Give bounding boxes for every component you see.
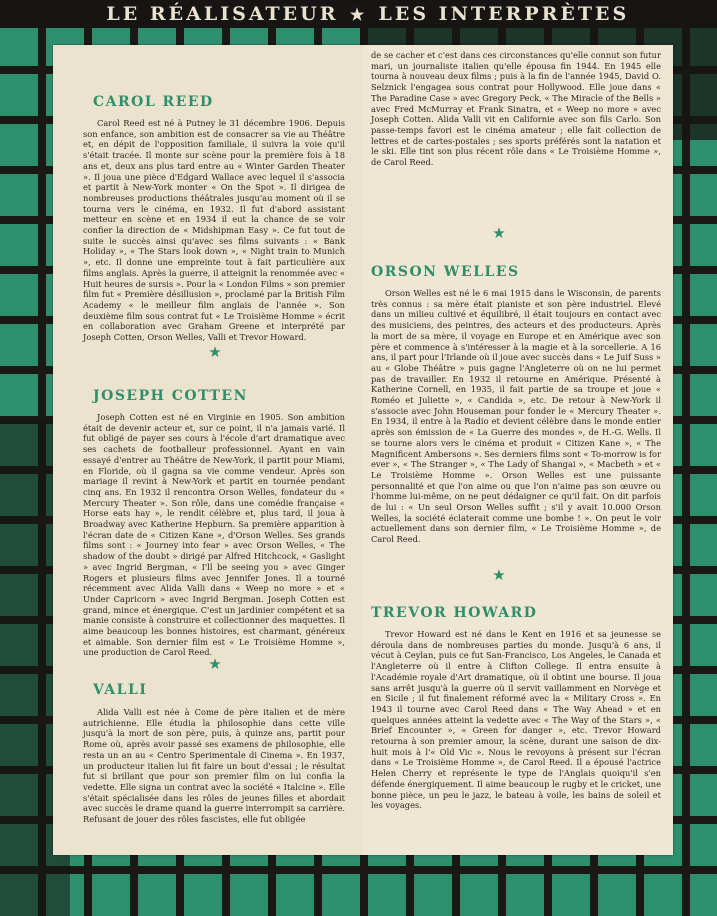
valli-bio-continued: de se cacher et c'est dans ces circonstances qu'elle connut son futur mari, un journaliste italien qu'elle épousa fin 1944. En 1945 elle tourna à nouveau deux films ; puis à la fin de l'année 1945, David O. Selznick l'engagea sous contrat pour Hollywood. Elle joue dans « The Paradine Case » avec Gregory Peck, « The Miracle of the Bells » avec Fred McMurray et Frank Sinatra, et « Weep no more » avec Joseph Cotten. Alida Valli vit en Californie avec son fils Carlo. Son passe-temps favori est le cinéma amateur ; elle fait collection de lettres et de cartes-postales ; ses sports préférés sont la natation et le ski. Elle tint son plus récent rôle dans « Le Troisième Homme », de Carol Reed. bbox=[371, 50, 661, 168]
header-director-title: LE RÉALISATEUR bbox=[106, 3, 339, 25]
trevor-howard-bio: Trevor Howard est né dans le Kent en 1916 et sa jeunesse se déroula dans de nombreuses parties du monde. Jusqu'à 6 ans, il vécut à Ceylan, puis ce fut San-Francisco, Los Angeles, le Canada et l'Angleterre où il entre à Clifton College. Il entra ensuite à l'Académie royale d'Art dramatique, où il obtint une bourse. Il joua sans arrêt jusqu'à la guerre où il servit vaillamment en Norvège et en Sicile ; il fut finalement réformé avec la « Military Cross ». En 1943 il tourne avec Carol Reed dans « The Way Ahead » et en quelques années atteint la vedette avec « The Way of the Stars », « Brief Encounter », « Green for danger », etc. Trevor Howard retourna à son premier amour, la scène, durant une saison de dix-huit mois à l'« Old Vic ». Nous le revoyons à présent sur l'écran dans « Le Troisième Homme », de Carol Reed. Il a épousé l'actrice Helen Cherry et représente le type de l'Anglais quoiqu'il s'en défende énergiquement. Il aime beaucoup le rugby et le cricket, une bonne pièce, un peu le jazz, le bateau à voile, les bains de soleil et les voyages. bbox=[371, 629, 661, 811]
valli-bio: Alida Valli est née à Come de père italien et de mère autrichienne. Elle étudia la philosophie dans cette ville jusqu'à la mort de son père, puis, à quinze ans, partit pour Rome où, après avoir passé ses examens de philosophie, elle resta un an au « Centro Sperimentale di Cinema ». En 1937, un producteur italien lui fit faire un bout d'essai ; le résultat fut si brillant que pour son premier film on lui confia la vedette. Elle signa un contrat avec la société « Italcine ». Elle s'était spécialisée dans les rôles de jeunes filles et abordait avec succès le drame quand la guerre interrompit sa carrière. Refusant de jouer des rôles fascistes, elle fut obligée bbox=[83, 707, 345, 825]
header-cast-title: LES INTERPRÈTES bbox=[378, 3, 630, 25]
separator-star-icon: ★ bbox=[208, 655, 222, 673]
valli-heading: VALLI bbox=[93, 682, 148, 698]
separator-star-icon: ★ bbox=[492, 566, 506, 584]
header-star-icon: ★ bbox=[349, 4, 368, 24]
orson-welles-heading: ORSON WELLES bbox=[371, 264, 520, 280]
joseph-cotten-bio: Joseph Cotten est né en Virginie en 1905. Son ambition était de devenir acteur et, sur ce point, il n'a jamais varié. Il fut obligé de payer ses cours à l'école d'art dramatique avec ses cachets de footballeur professionnel. Ayant en vain essayé d'entrer au Théâtre de New-York, il partit pour Miami, en Floride, où il gagna sa vie comme vendeur. Après son mariage il revint à New-York et partit en tournée pendant cinq ans. En 1932 il rencontra Orson Welles, fondateur du « Mercury Theater ». Son rôle, dans une comédie française « Horse eats hay », le rendit célèbre et, plus tard, il joua à Broadway avec Katherine Hepburn. Sa première apparition à l'écran date de « Citizen Kane », d'Orson Welles. Ses grands films sont : « Journey into fear » avec Orson Welles, « The shadow of the doubt » dirigé par Alfred Hitchcock, « Gaslight » avec Ingrid Bergman, « I'll be seeing you » avec Ginger Rogers et plusieurs films avec Jennifer Jones. Il a tourné récemment avec Alida Valli dans « Weep no more » et « Under Capricorn » avec Ingrid Bergman. Joseph Cotten est grand, mince et énergique. C'est un jardinier compétent et sa manie consiste à construire et collectionner des maquettes. Il aime beaucoup les bonnes histoires, est charmant, généreux et aimable. Son dernier film est « Le Troisième Homme », une production de Carol Reed. bbox=[83, 412, 345, 658]
trevor-howard-heading: TREVOR HOWARD bbox=[371, 605, 538, 621]
separator-star-icon: ★ bbox=[492, 224, 506, 242]
separator-star-icon: ★ bbox=[208, 343, 222, 361]
orson-welles-bio: Orson Welles est né le 6 mai 1915 dans le Wisconsin, de parents très connus : sa mère était pianiste et son père industriel. Elevé dans un milieu cultivé et équilibré, il était toujours en contact avec des musiciens, des peintres, des acteurs et des producteurs. Après la mort de sa mère, il voyage en Europe et en Amérique avec son père et commence à s'intéresser à la magie et à la sorcellerie. A 16 ans, il part pour l'Irlande où il joue avec succès dans « Le Juif Suss » au « Globe Théâtre » puis gagne l'Angleterre où on ne lui permet pas de travailler. En 1932 il retourne en Amérique. Présenté à Katherine Cornell, en 1935, il fait partie de sa troupe et joue « Roméo et Juliette », « Candida », etc. De retour à New-York il s'associe avec John Houseman pour fonder le « Mercury Theater ». En 1934, il entre à la Radio et devient célèbre dans le monde entier après son émission de « La Guerre des mondes », de H.-G. Wells. Il se tourne alors vers le cinéma et produit « Citizen Kane », « The Magnificent Ambersons ». Ses derniers films sont « To-morrow is for ever », « The Stranger », « The Lady of Shangai », « Macbeth » et « Le Troisième Homme ». Orson Welles est une puissante personnalité et que l'on aime ou que l'on n'aime pas son œuvre ou l'homme lui-même, on ne peut dédaigner ce qu'il fait. On dit parfois de lui : « Un seul Orson Welles suffit ; s'il y avait 10.000 Orson Welles, la société éclaterait comme une bombe ! ». On peut le voir actuellement dans son dernier film, « Le Troisième Homme », de Carol Reed. bbox=[371, 288, 661, 545]
joseph-cotten-heading: JOSEPH COTTEN bbox=[93, 388, 248, 404]
carol-reed-heading: CAROL REED bbox=[93, 94, 214, 110]
carol-reed-bio: Carol Reed est né à Putney le 31 décembre 1906. Depuis son enfance, son ambition est de consacrer sa vie au Théâtre et, en dépit de l'opposition familiale, il suivra la voie qu'il s'était tracée. Il monte sur scène pour la première fois à 18 ans et, deux ans plus tard entre au « Winter Garden Theater ». Il joua une pièce d'Edgard Wallace avec lequel il s'associa et partit à New-York monter « On the Spot ». Il dirigea de nombreuses productions théâtrales jusqu'au moment où il se tourna vers le cinéma, en 1932. Il fut d'abord assistant metteur en scène et en 1934 il eut la chance de se voir confier la direction de « Midshipman Easy ». Ce fut tout de suite le succès ainsi qu'avec ses films suivants : « Bank Holiday », « The Stars look down », « Night train to Munich », etc. Il donne une empreinte tout à fait particulière aux films anglais. Après la guerre, il atteignit la renommée avec « Huit heures de sursis ». Pour la « London Films » son premier film fut « Première désillusion », proclamé par la British Film Academy « le meilleur film anglais de l'année ». Son deuxième film sous contrat fut « Le Troisième Homme » écrit en collaboration avec Graham Greene et interprété par Joseph Cotten, Orson Welles, Valli et Trevor Howard. bbox=[83, 118, 345, 343]
program-sheet bbox=[53, 45, 673, 855]
header-title-bar bbox=[0, 0, 717, 28]
